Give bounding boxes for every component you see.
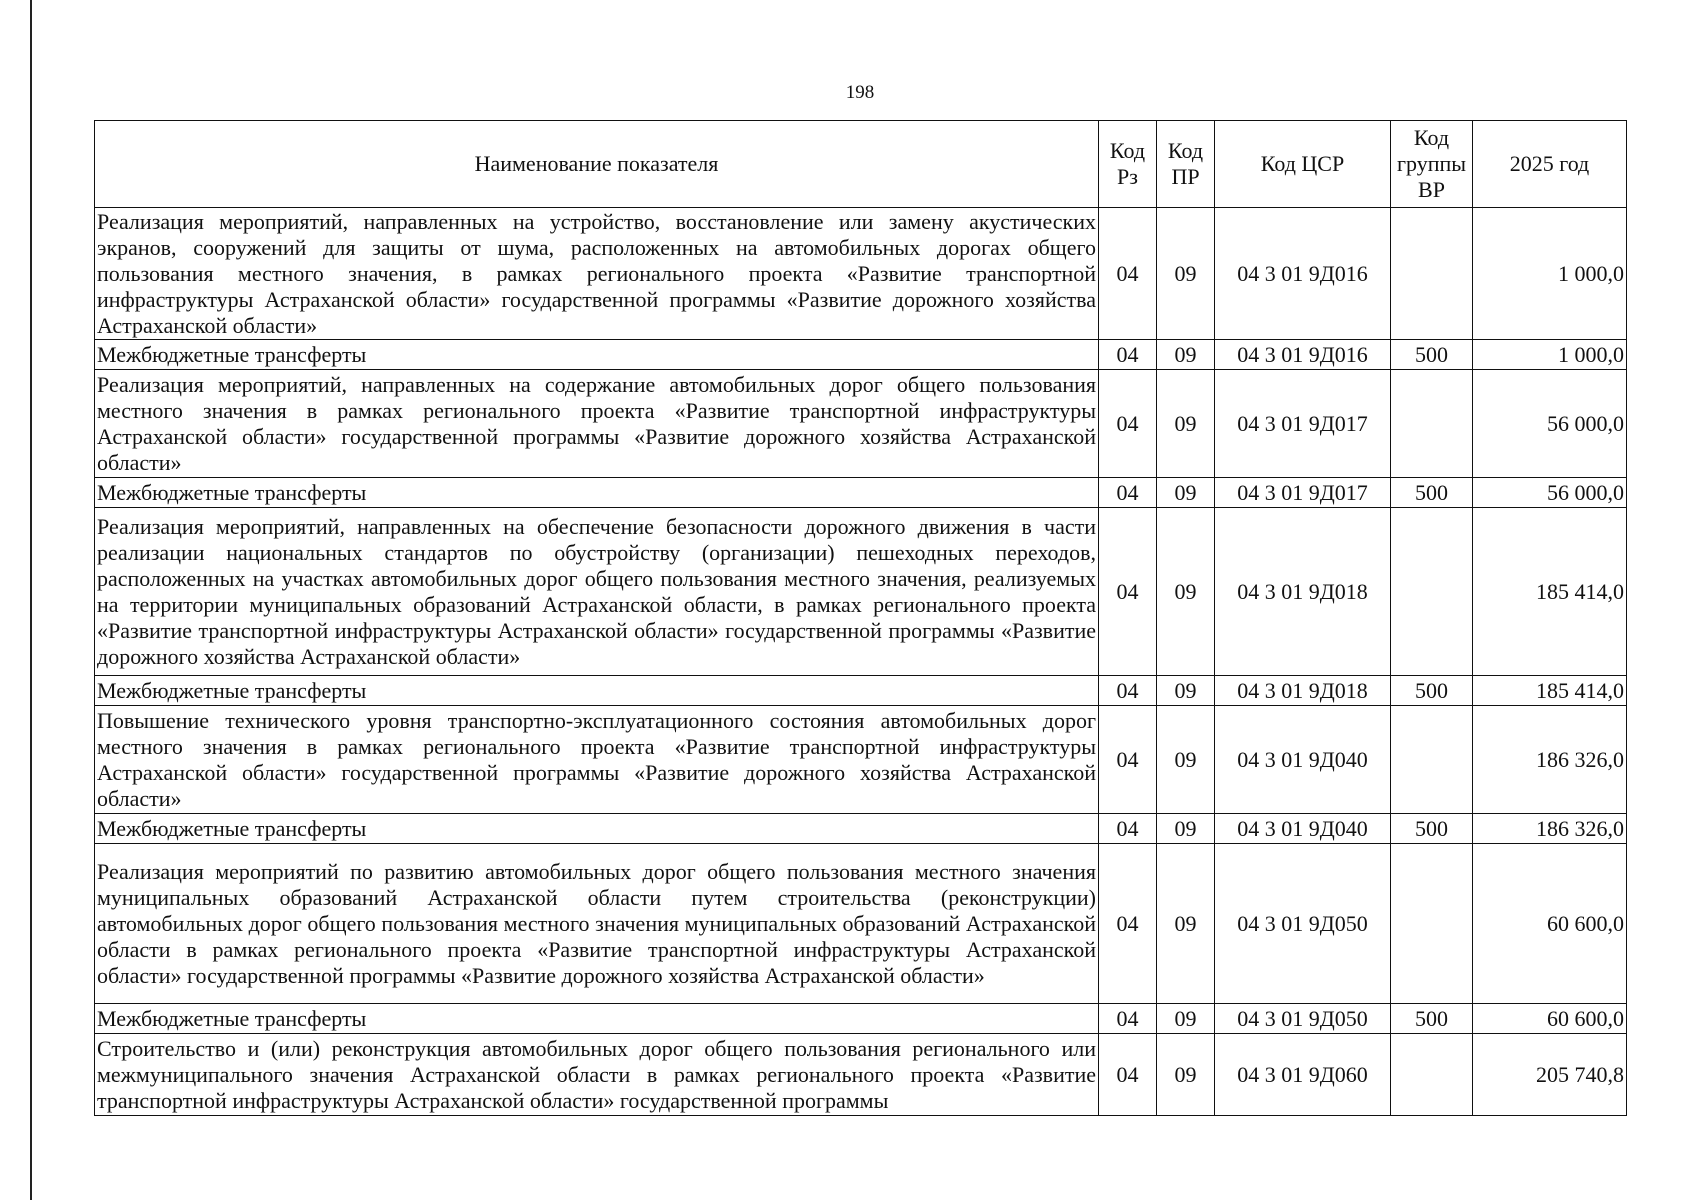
row-csr: 04 3 01 9Д016 xyxy=(1215,208,1391,340)
row-pr: 09 xyxy=(1157,370,1215,478)
row-name: Реализация мероприятий, направленных на обеспечение безопасности дорожного движения в части реализации национальных стандартов по обустройству (организации) пешеходных переходов, расположенных на участках автомобильных дорог общего пользования местного значения, реализуемых на территории муниципальных образований Астраханской области, в рамках регионального проекта «Развитие транспортной инфраструктуры Астраханской области» государственной программы «Развитие дорожного хозяйства Астраханской области» xyxy=(95,508,1099,676)
table-row xyxy=(95,676,1627,706)
row-csr: 04 3 01 9Д040 xyxy=(1215,706,1391,814)
row-value: 60 600,0 xyxy=(1473,844,1627,1004)
header-name: Наименование показателя xyxy=(95,121,1099,208)
row-rz: 04 xyxy=(1099,1004,1157,1034)
row-name: Межбюджетные трансферты xyxy=(95,478,1099,508)
row-rz: 04 xyxy=(1099,478,1157,508)
budget-table xyxy=(94,120,1627,1116)
header-rz: Код Рз xyxy=(1099,121,1157,208)
row-csr: 04 3 01 9Д017 xyxy=(1215,370,1391,478)
row-vr xyxy=(1391,844,1473,1004)
row-name: Межбюджетные трансферты xyxy=(95,676,1099,706)
row-vr: 500 xyxy=(1391,676,1473,706)
table-row xyxy=(95,340,1627,370)
row-value: 205 740,8 xyxy=(1473,1034,1627,1116)
row-value: 185 414,0 xyxy=(1473,508,1627,676)
row-rz: 04 xyxy=(1099,1034,1157,1116)
header-csr: Код ЦСР xyxy=(1215,121,1391,208)
table-row xyxy=(95,844,1627,1004)
row-csr: 04 3 01 9Д050 xyxy=(1215,1004,1391,1034)
row-pr: 09 xyxy=(1157,508,1215,676)
page-number: 198 xyxy=(845,82,875,103)
row-name: Реализация мероприятий, направленных на содержание автомобильных дорог общего пользования местного значения в рамках регионального проекта «Развитие транспортной инфраструктуры Астраханской области» государственной программы «Развитие дорожного хозяйства Астраханской области» xyxy=(95,370,1099,478)
row-vr xyxy=(1391,508,1473,676)
row-vr xyxy=(1391,208,1473,340)
row-name: Повышение технического уровня транспортно-эксплуатационного состояния автомобильных дорог местного значения в рамках регионального проекта «Развитие транспортной инфраструктуры Астраханской области» государственной программы «Развитие дорожного хозяйства Астраханской области» xyxy=(95,706,1099,814)
table-row xyxy=(95,208,1627,340)
row-vr: 500 xyxy=(1391,340,1473,370)
row-value: 185 414,0 xyxy=(1473,676,1627,706)
header-vr: Код группы ВР xyxy=(1391,121,1473,208)
row-csr: 04 3 01 9Д018 xyxy=(1215,676,1391,706)
header-row xyxy=(95,121,1627,208)
row-value: 1 000,0 xyxy=(1473,208,1627,340)
row-name: Строительство и (или) реконструкция автомобильных дорог общего пользования регионального или межмуниципального значения Астраханской области в рамках регионального проекта «Развитие транспортной инфраструктуры Астраханской области» государственной программы xyxy=(95,1034,1099,1116)
row-rz: 04 xyxy=(1099,706,1157,814)
row-value: 56 000,0 xyxy=(1473,478,1627,508)
row-pr: 09 xyxy=(1157,208,1215,340)
table-row xyxy=(95,706,1627,814)
row-pr: 09 xyxy=(1157,844,1215,1004)
table-row xyxy=(95,1004,1627,1034)
row-csr: 04 3 01 9Д060 xyxy=(1215,1034,1391,1116)
row-value: 1 000,0 xyxy=(1473,340,1627,370)
table-row xyxy=(95,478,1627,508)
row-pr: 09 xyxy=(1157,340,1215,370)
row-pr: 09 xyxy=(1157,676,1215,706)
row-name: Реализация мероприятий, направленных на устройство, восстановление или замену акустических экранов, сооружений для защиты от шума, расположенных на автомобильных дорогах общего пользования местного значения, в рамках регионального проекта «Развитие транспортной инфраструктуры Астраханской области» государственной программы «Развитие дорожного хозяйства Астраханской области» xyxy=(95,208,1099,340)
row-rz: 04 xyxy=(1099,340,1157,370)
row-csr: 04 3 01 9Д050 xyxy=(1215,844,1391,1004)
row-pr: 09 xyxy=(1157,1034,1215,1116)
row-name: Межбюджетные трансферты xyxy=(95,340,1099,370)
left-margin-line xyxy=(30,0,32,1200)
row-rz: 04 xyxy=(1099,676,1157,706)
row-csr: 04 3 01 9Д017 xyxy=(1215,478,1391,508)
row-pr: 09 xyxy=(1157,1004,1215,1034)
row-pr: 09 xyxy=(1157,478,1215,508)
row-rz: 04 xyxy=(1099,370,1157,478)
row-name: Межбюджетные трансферты xyxy=(95,1004,1099,1034)
row-value: 60 600,0 xyxy=(1473,1004,1627,1034)
row-csr: 04 3 01 9Д040 xyxy=(1215,814,1391,844)
row-vr: 500 xyxy=(1391,478,1473,508)
row-pr: 09 xyxy=(1157,706,1215,814)
table-row xyxy=(95,370,1627,478)
row-name: Межбюджетные трансферты xyxy=(95,814,1099,844)
row-value: 186 326,0 xyxy=(1473,706,1627,814)
row-rz: 04 xyxy=(1099,844,1157,1004)
row-rz: 04 xyxy=(1099,814,1157,844)
row-value: 186 326,0 xyxy=(1473,814,1627,844)
table-row xyxy=(95,508,1627,676)
table-row xyxy=(95,1034,1627,1116)
header-pr: Код ПР xyxy=(1157,121,1215,208)
row-rz: 04 xyxy=(1099,508,1157,676)
row-pr: 09 xyxy=(1157,814,1215,844)
row-vr: 500 xyxy=(1391,1004,1473,1034)
row-csr: 04 3 01 9Д018 xyxy=(1215,508,1391,676)
row-vr xyxy=(1391,370,1473,478)
row-vr: 500 xyxy=(1391,814,1473,844)
row-vr xyxy=(1391,706,1473,814)
header-year: 2025 год xyxy=(1473,121,1627,208)
row-csr: 04 3 01 9Д016 xyxy=(1215,340,1391,370)
row-rz: 04 xyxy=(1099,208,1157,340)
table-row xyxy=(95,814,1627,844)
row-vr xyxy=(1391,1034,1473,1116)
row-name: Реализация мероприятий по развитию автомобильных дорог общего пользования местного значения муниципальных образований Астраханской области путем строительства (реконструкции) автомобильных дорог общего пользования местного значения муниципальных образований Астраханской области в рамках регионального проекта «Развитие транспортной инфраструктуры Астраханской области» государственной программы «Развитие дорожного хозяйства Астраханской области» xyxy=(95,844,1099,1004)
row-value: 56 000,0 xyxy=(1473,370,1627,478)
